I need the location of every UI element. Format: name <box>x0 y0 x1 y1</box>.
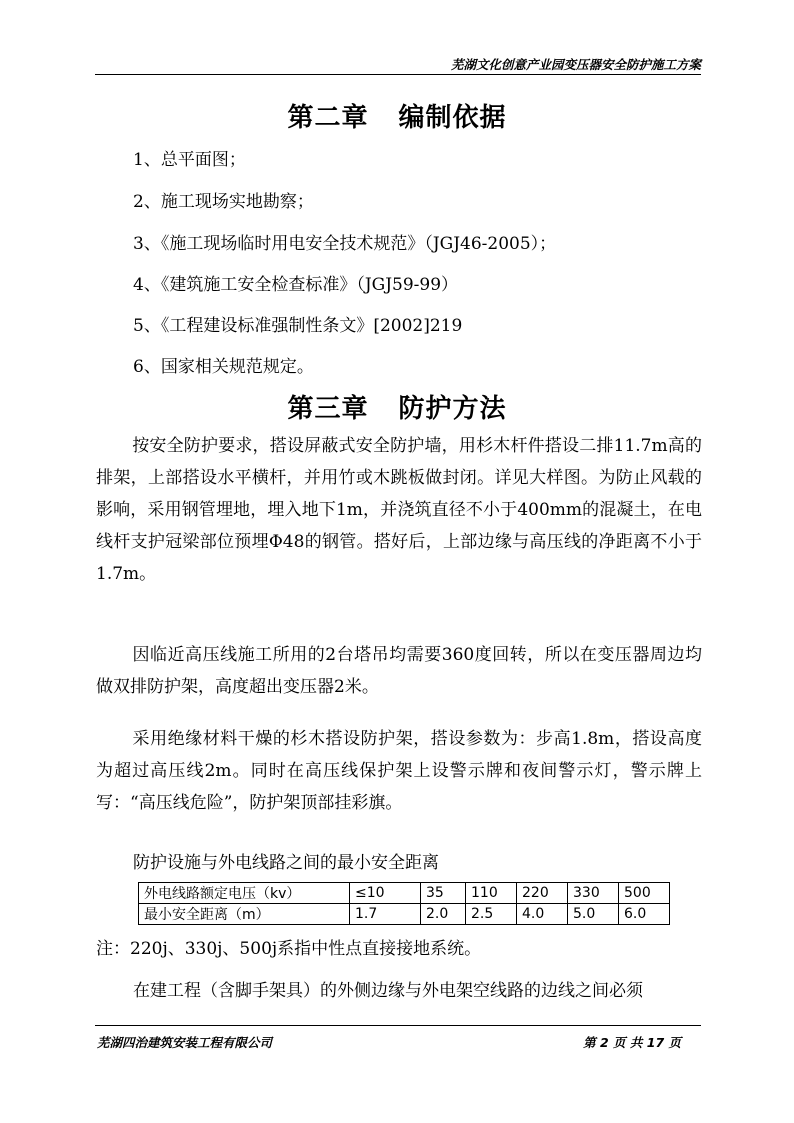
chapter2-number: 第二章 <box>287 103 369 133</box>
chapter3-heading <box>0 388 794 425</box>
basis-item-6: 6、国家相关规范规定。 <box>133 357 314 377</box>
table-cell: ≤10 <box>350 883 421 904</box>
basis-item-2: 2、施工现场实地勘察； <box>133 192 314 212</box>
footer-rule <box>95 1025 701 1026</box>
table-cell: 35 <box>421 883 466 904</box>
table-row <box>139 904 670 925</box>
header-rule <box>95 74 701 75</box>
table-cell: 2.0 <box>421 904 466 925</box>
method-paragraph-3 <box>96 723 702 819</box>
basis-item-4: 4、《建筑施工安全检查标准》（JGJ59-99） <box>133 275 459 295</box>
method-paragraph-3-text: 采用绝缘材料干燥的杉木搭设防护架，搭设参数为：步高1.8m，搭设高度为超过高压线2m。同时在高压线保护架上设警示牌和夜间警示灯，警示牌上写：“高压线危险”，防护架顶部挂彩旗。 <box>96 729 702 813</box>
table-row <box>139 883 670 904</box>
table-cell: 2.5 <box>466 904 517 925</box>
footer-page-info: 第 2 页 共 17 页 <box>583 1035 681 1050</box>
table-cell: 4.0 <box>517 904 568 925</box>
basis-item-5: 5、《工程建设标准强制性条文》[2002]219 <box>133 316 463 336</box>
method-paragraph-2 <box>96 639 702 703</box>
chapter2-title: 编制依据 <box>398 103 507 133</box>
table-cell: 330 <box>568 883 619 904</box>
page-header: 芜湖文化创意产业园变压器安全防护施工方案 <box>450 57 701 72</box>
method-paragraph-1-text: 按安全防护要求，搭设屏蔽式安全防护墙，用杉木杆件搭设二排11.7m高的排架，上部搭设水平横杆，并用竹或木跳板做封闭。详见大样图。为防止风载的影响，采用钢管埋地，埋入地下1m，并浇筑直径不小于400mm的混凝土，在电线杆支护冠梁部位预埋Φ48的钢管。搭好后，上部边缘与高压线的净距离不小于1.7m。 <box>96 436 702 584</box>
basis-item-3: 3、《施工现场临时用电安全技术规范》（JGJ46-2005）； <box>133 234 557 254</box>
chapter3-number: 第三章 <box>287 394 369 424</box>
table-cell: 220 <box>517 883 568 904</box>
table-note: 注：220j、330j、500j系指中性点直接接地系统。 <box>96 939 482 959</box>
chapter2-heading <box>0 97 794 134</box>
table-cell: 最小安全距离（m） <box>139 904 350 925</box>
footer-company: 芜湖四治建筑安装工程有限公司 <box>97 1035 273 1050</box>
table-cell: 500 <box>619 883 670 904</box>
table-cell: 外电线路额定电压（kv） <box>139 883 350 904</box>
table-cell: 5.0 <box>568 904 619 925</box>
basis-item-1: 1、总平面图； <box>133 150 246 170</box>
table-cell: 1.7 <box>350 904 421 925</box>
table-cell: 110 <box>466 883 517 904</box>
continued-paragraph: 在建工程（含脚手架具）的外侧边缘与外电架空线路的边线之间必须 <box>133 981 643 1001</box>
table-cell: 6.0 <box>619 904 670 925</box>
safety-distance-table <box>138 882 670 925</box>
method-paragraph-1 <box>96 430 702 590</box>
method-paragraph-2-text: 因临近高压线施工所用的2台塔吊均需要360度回转，所以在变压器周边均做双排防护架，高度超出变压器2米。 <box>96 645 702 697</box>
table-caption: 防护设施与外电线路之间的最小安全距离 <box>133 853 439 873</box>
chapter3-title: 防护方法 <box>398 394 507 424</box>
